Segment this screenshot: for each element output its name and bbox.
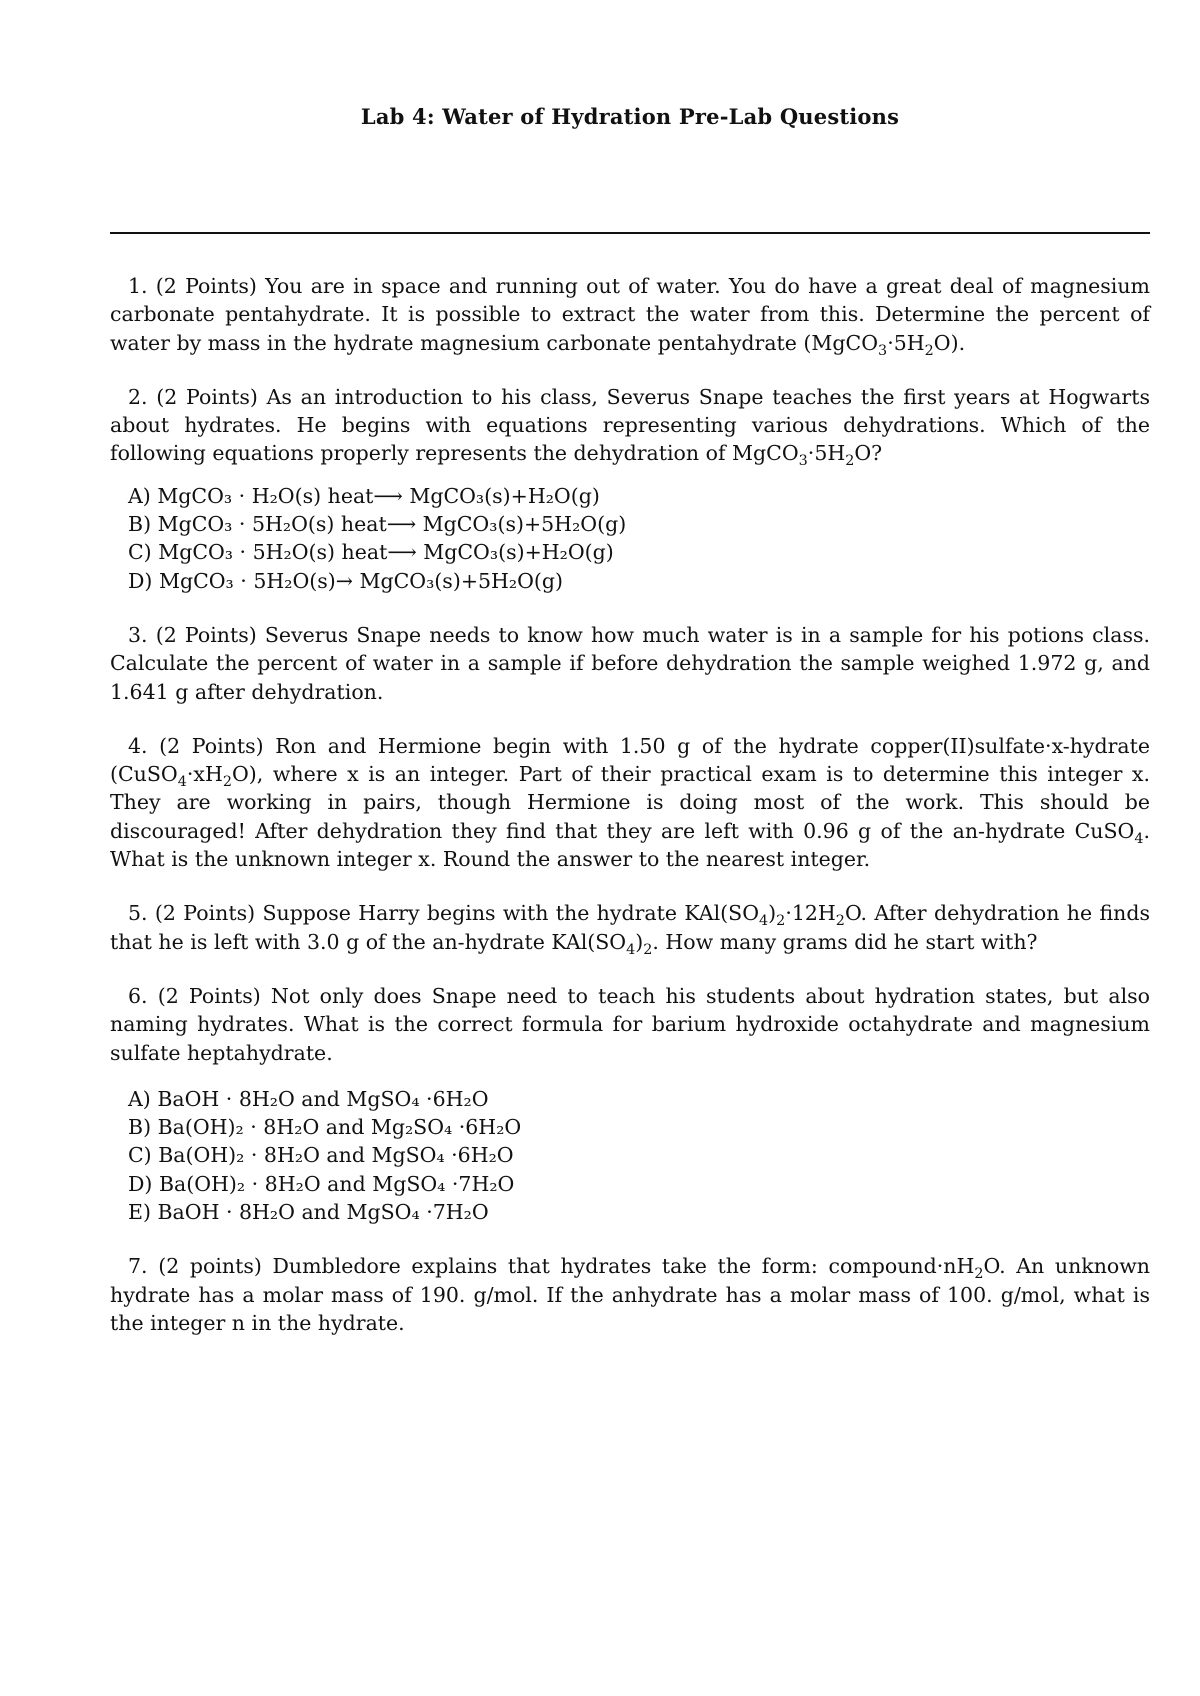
q2-option: B) MgCO₃ · 5H₂O(s) heat⟶ MgCO₃(s)+5H₂O(g) (128, 512, 627, 537)
question-5: 5. (2 Points) Suppose Harry begins with the hydrate $KAl(SO_4)_2\cdot 12H_2O$. After dehydration he finds that he is left with 3.0 g of the an-hydrate $KAl(SO_4)_2$. How many grams did he start with? (110, 901, 1151, 958)
q6-option: A) BaOH · 8H₂O and MgSO₄ ·6H₂O (128, 1086, 489, 1111)
title-rule (110, 232, 1150, 234)
q6-option: D) Ba(OH)₂ · 8H₂O and MgSO₄ ·7H₂O (128, 1171, 515, 1196)
question-6: 6. (2 Points) Not only does Snape need to teach his students about hydration states, but also naming hydrates. What is the correct formula for barium hydroxide octahydrate and magnesium sulfate heptahydrate. (110, 983, 1150, 1065)
question-2: 2. (2 Points) As an introduction to his class, Severus Snape teaches the first years at Hogwarts about hydrates. He begins with equations representing various dehydrations. Which of the following equations properly represents the dehydration of $MgCO_3\cdot 5H_2O$? (110, 384, 1150, 470)
question-6-options (128, 1085, 1150, 1226)
q2-option: D) MgCO₃ · 5H₂O(s)→ MgCO₃(s)+5H₂O(g) (128, 568, 564, 593)
page-title: Lab 4: Water of Hydration Pre-Lab Questions (360, 104, 900, 129)
q2-option: C) MgCO₃ · 5H₂O(s) heat⟶ MgCO₃(s)+H₂O(g) (128, 540, 614, 565)
question-1: 1. (2 Points) You are in space and running out of water. You do have a great deal of magnesium carbonate pentahydrate. It is possible to extract the water from this. Determine the percent of water by mass in the hydrate magnesium carbonate pentahydrate $(MgCO_3\cdot 5H_2O)$. (110, 274, 1150, 359)
question-4: 4. (2 Points) Ron and Hermione begin with 1.50 g of the hydrate copper(II)sulfate·x-hydrate $(CuSO_4\cdot xH_2O)$, where x is an integer. Part of their practical exam is to determine this integer x. They are working in pairs, though Hermione is doing most of the work. This should be discouraged! After dehydration they find that they are left with 0.96 g of the an-hydrate CuSO$_4$. What is the unknown integer x. Round the answer to the nearest integer. (110, 733, 1150, 872)
question-2-options (128, 482, 1150, 595)
question-7: 7. (2 points) Dumbledore explains that hydrates take the form: $compound\cdot nH_2O$. An unknown hydrate has a molar mass of 190. g/mol. If the anhydrate has a molar mass of 100. g/mol, what is the integer n in the hydrate. (110, 1254, 1150, 1335)
questions-body (110, 272, 1150, 1363)
question-3: 3. (2 Points) Severus Snape needs to know how much water is in a sample for his potions class. Calculate the percent of water in a sample if before dehydration the sample weighed 1.972 g, and 1.641 g after dehydration. (110, 622, 1150, 704)
q6-option: C) Ba(OH)₂ · 8H₂O and MgSO₄ ·6H₂O (128, 1143, 514, 1168)
q6-option: B) Ba(OH)₂ · 8H₂O and Mg₂SO₄ ·6H₂O (128, 1115, 522, 1140)
q2-option: A) MgCO₃ · H₂O(s) heat⟶ MgCO₃(s)+H₂O(g) (128, 483, 600, 508)
q6-option: E) BaOH · 8H₂O and MgSO₄ ·7H₂O (128, 1200, 489, 1225)
